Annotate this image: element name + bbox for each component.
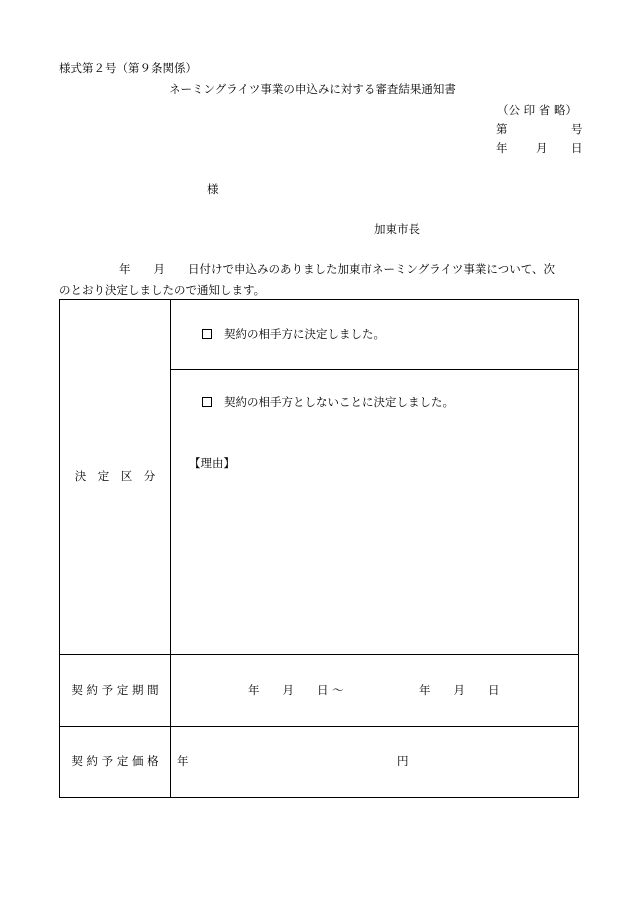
sender-name: 加東市長: [374, 222, 420, 236]
price-prefix: 年: [177, 754, 189, 768]
reject-checkbox[interactable]: [202, 397, 212, 407]
column-divider: [170, 300, 171, 797]
price-currency: 円: [397, 754, 409, 768]
period-end[interactable]: 年 月 日: [419, 683, 500, 697]
period-start[interactable]: 年 月 日 〜: [248, 683, 344, 697]
seal-omitted-note: （公 印 省 略）: [497, 103, 577, 117]
form-number: 様式第２号（第９条関係）: [59, 61, 197, 75]
option-divider: [170, 369, 578, 370]
document-title: ネーミングライツ事業の申込みに対する審査結果通知書: [169, 82, 456, 96]
decision-table: [59, 299, 579, 798]
date-day: 日: [571, 141, 583, 155]
date-month: 月: [536, 141, 548, 155]
row-divider-price: [60, 726, 578, 727]
option-reject[interactable]: [202, 397, 454, 409]
row-divider-period: [60, 654, 578, 655]
decision-label: 決 定 区 分: [74, 469, 156, 483]
option-accept[interactable]: [202, 329, 385, 341]
period-label: 契 約 予 定 期 間: [71, 683, 159, 697]
body-text-line-1: 年 月 日付けで申込みのありました加東市ネーミングライツ事業について、次: [119, 262, 555, 276]
option-reject-label: 契約の相手方としないことに決定しました。: [224, 395, 454, 409]
option-accept-label: 契約の相手方に決定しました。: [224, 327, 385, 341]
accept-checkbox[interactable]: [202, 329, 212, 339]
price-label: 契 約 予 定 価 格: [71, 754, 159, 768]
addressee-suffix: 様: [207, 182, 219, 196]
doc-number-prefix: 第: [496, 122, 508, 136]
doc-number-suffix: 号: [571, 122, 583, 136]
reason-label: 【理由】: [189, 456, 235, 470]
body-text-line-2: のとおり決定しましたので通知します。: [59, 283, 266, 297]
date-year: 年: [496, 141, 508, 155]
